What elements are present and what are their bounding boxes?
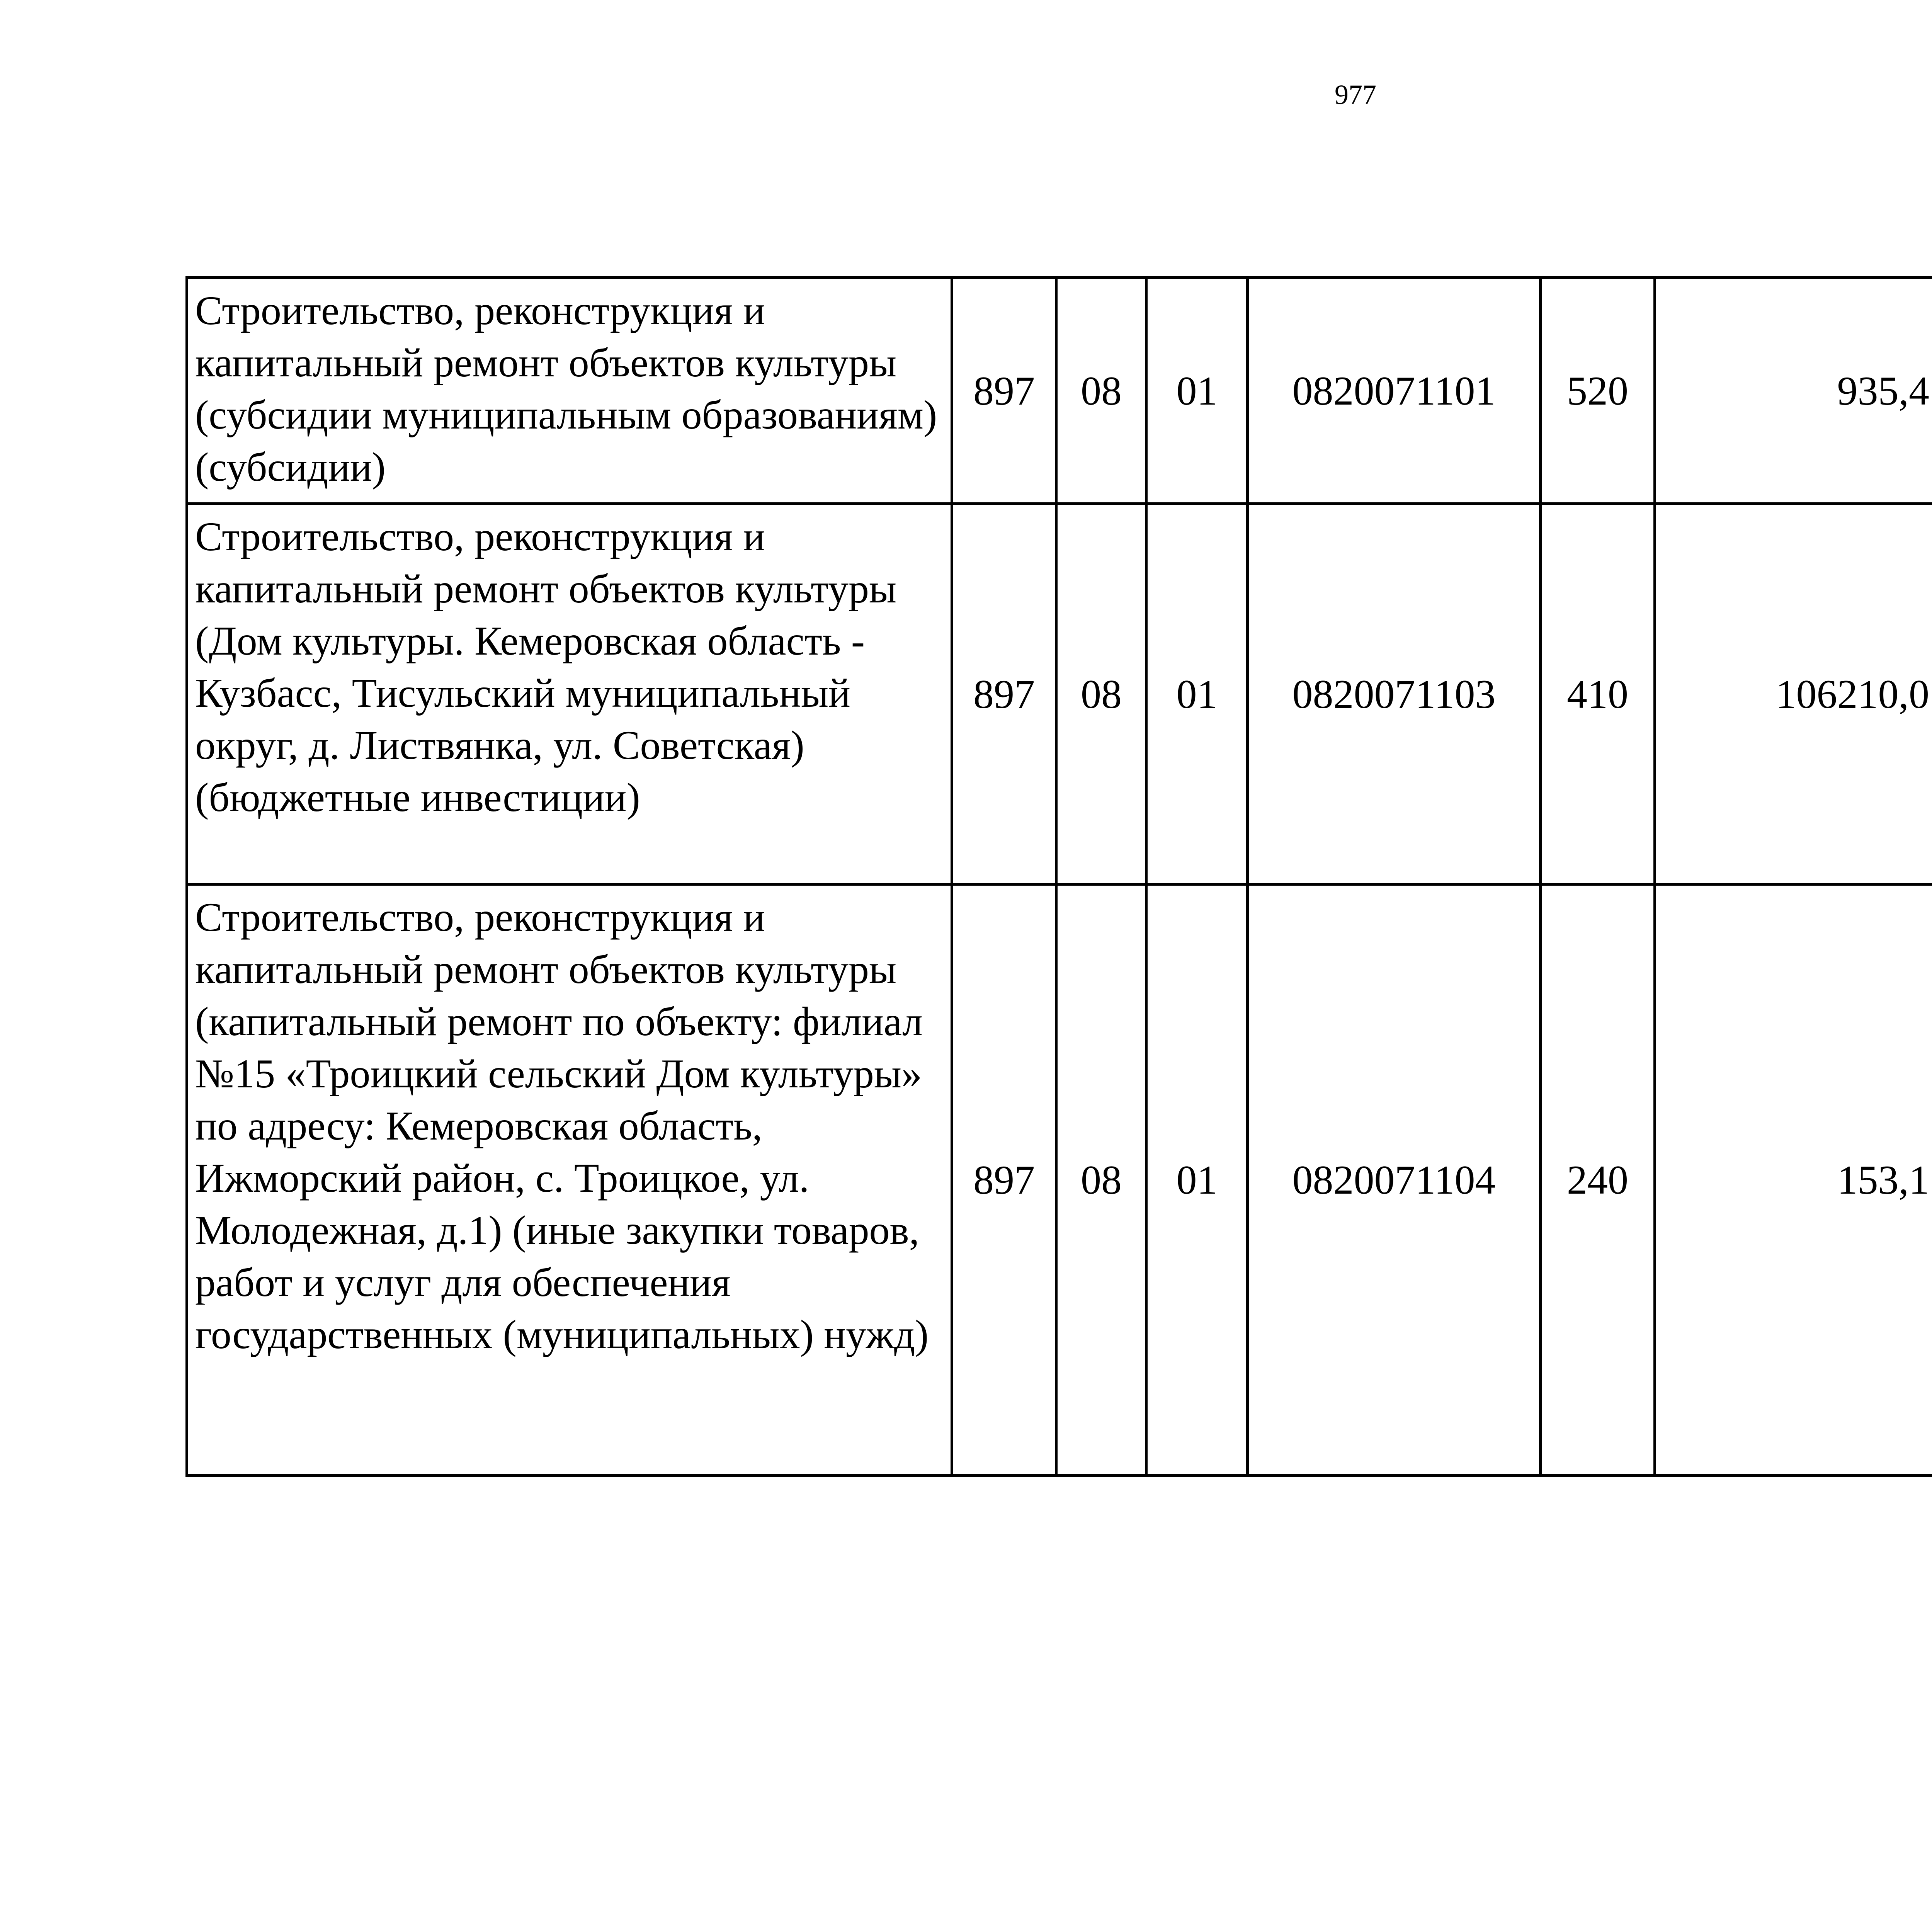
- section-code: 08: [1056, 504, 1146, 885]
- amount-year-1: 153,1: [1655, 885, 1932, 1476]
- target-article-code: 0820071101: [1248, 278, 1541, 504]
- table-row: [187, 278, 1932, 504]
- budget-table: [185, 276, 1932, 1477]
- ministry-code: 897: [952, 278, 1056, 504]
- expense-type-code: 240: [1541, 885, 1655, 1476]
- target-article-code: 0820071104: [1248, 885, 1541, 1476]
- amount-year-1: 935,4: [1655, 278, 1932, 504]
- target-article-code: 0820071103: [1248, 504, 1541, 885]
- expense-name: Строительство, реконструкция и капитальный ремонт объектов культуры (Дом культуры. Кемеровская область - Кузбасс, Тисульский муниципальный округ, д. Листвянка, ул. Советская) (бюджетные инвестиции): [187, 504, 952, 885]
- subsection-code: 01: [1146, 504, 1248, 885]
- subsection-code: 01: [1146, 885, 1248, 1476]
- ministry-code: 897: [952, 885, 1056, 1476]
- section-code: 08: [1056, 278, 1146, 504]
- ministry-code: 897: [952, 504, 1056, 885]
- section-code: 08: [1056, 885, 1146, 1476]
- amount-year-1: 106210,0: [1655, 504, 1932, 885]
- expense-name: Строительство, реконструкция и капитальный ремонт объектов культуры (субсидии муниципальным образованиям) (субсидии): [187, 278, 952, 504]
- table-row: [187, 885, 1932, 1476]
- subsection-code: 01: [1146, 278, 1248, 504]
- expense-name: Строительство, реконструкция и капитальный ремонт объектов культуры (капитальный ремонт по объекту: филиал №15 «Троицкий сельский Дом культуры» по адресу: Кемеровская область, Ижморский район, с. Троицкое, ул. Молодежная, д.1) (иные закупки товаров, работ и услуг для обеспечения государственных (муниципальных) нужд): [187, 885, 952, 1476]
- expense-type-code: 520: [1541, 278, 1655, 504]
- table-row: [187, 504, 1932, 885]
- page-number: 977: [1335, 79, 1376, 110]
- expense-type-code: 410: [1541, 504, 1655, 885]
